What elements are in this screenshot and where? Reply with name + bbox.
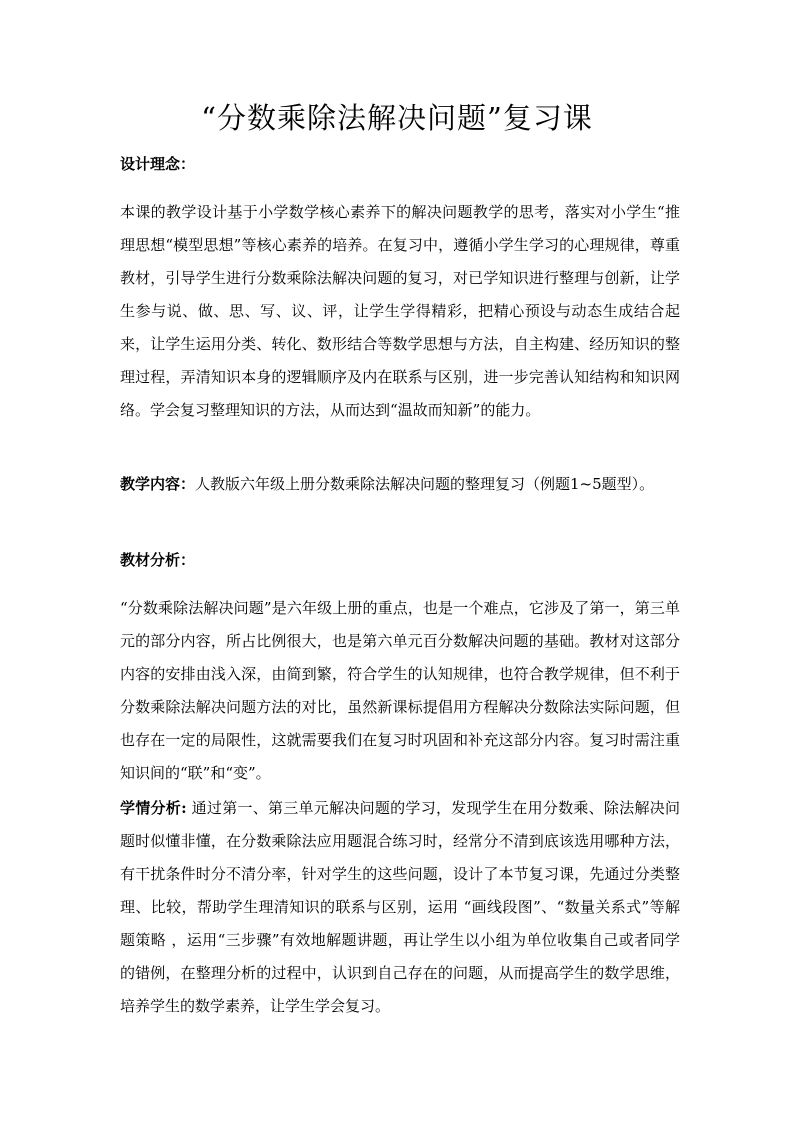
design-concept-text: 本课的教学设计基于小学数学核心素养下的解决问题教学的思考，落实对小学生“推理思想“模型思想”等核心素养的培养。在复习中，遵循小学生学习的心理规律，尊重教材，引导学生进行分数乘除法解决问题的复习，对已学知识进行整理与创新，让学生参与说、做、思、写、议、评，让学生学得精彩，把精心预设与动态生成结合起来，让学生运用分类、转化、数形结合等数学思想与方法，自主构建、经历知识的整理过程，弄清知识本身的逻辑顺序及内在联系与区别，进一步完善认知结构和知识网络。学会复习整理知识的方法，从而达到“温故而知新”的能力。 [120,203,680,419]
student-analysis-text: 通过第一、第三单元解决问题的学习，发现学生在用分数乘、除法解决问题时似懂非懂，在分数乘除法应用题混合练习时，经常分不清到底该选用哪种方法，有干扰条件时分不清分率，针对学生的这些问题，设计了本节复习课，先通过分类整理、比较，帮助学生理清知识的联系与区别，运用 “画线段图”、“数量关系式”等解题策略 ，运用“三步骤”有效地解题讲题，再让学生以小组为单位收集自己或者同学的错例，在整理分析的过程中，认识到自己存在的问题，从而提高学生的数学思维，培养学生的数学素养，让学生学会复习。 [120,799,680,1015]
student-analysis-paragraph [120,792,680,1023]
textbook-analysis-heading: 教材分析： [120,551,196,569]
teaching-content-label: 教学内容： [120,475,196,493]
teaching-content-text: 人教版六年级上册分数乘除法解决问题的整理复习（例题1~5题型）。 [195,475,655,493]
document-title: “分数乘除法解决问题”复习课 [201,101,593,135]
design-concept-heading: 设计理念： [120,155,196,173]
student-analysis-label: 学情分析: [120,799,187,817]
textbook-analysis-text: “分数乘除法解决问题”是六年级上册的重点，也是一个难点，它涉及了第一，第三单元的部分内容，所占比例很大，也是第六单元百分数解决问题的基础。教材对这部分内容的安排由浅入深，由简到繁，符合学生的认知规律，也符合教学规律，但不利于分数乘除法解决问题方法的对比，虽然新课标提倡用方程解决分数除法实际问题，但也存在一定的局限性，这就需要我们在复习时巩固和补充这部分内容。复习时需注重知识间的“联”和“变”。 [120,599,680,782]
teaching-content-paragraph [120,468,680,501]
